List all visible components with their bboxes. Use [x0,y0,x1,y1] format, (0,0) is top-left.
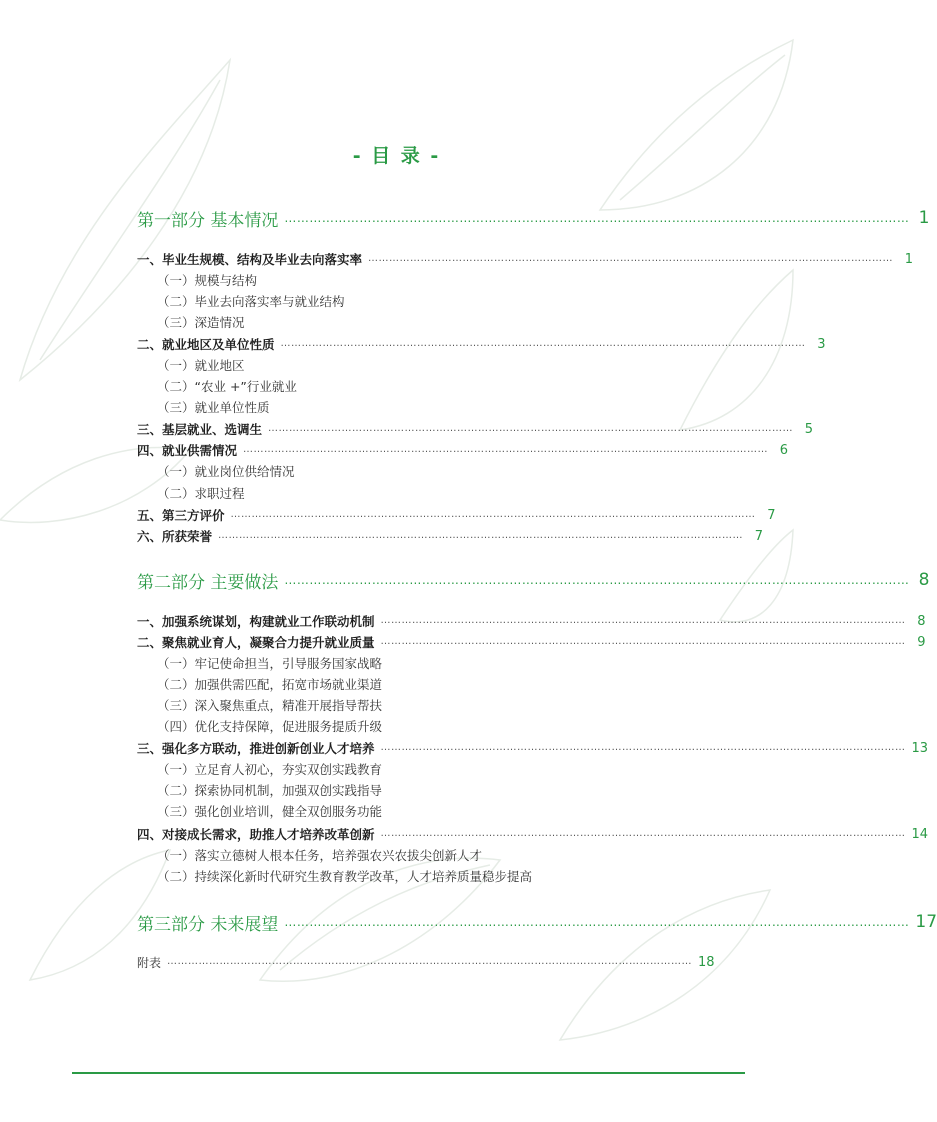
toc-subsection[interactable]: （二）加强供需匹配，拓宽市场就业渠道 [157,677,383,692]
toc-section-label: 四、对接成长需求，助推人才培养改革创新 [137,827,375,842]
toc-title: - 目 录 - [352,145,441,167]
toc-part-2[interactable] [137,567,930,593]
toc-section-label: 一、毕业生规模、结构及毕业去向落实率 [137,252,363,267]
toc-section-label: 二、聚焦就业育人，凝聚合力提升就业质量 [137,635,375,650]
toc-subsection[interactable]: （一）就业地区 [157,358,245,373]
toc-subsection[interactable]: （三）就业单位性质 [157,400,270,415]
toc-section[interactable] [137,632,926,652]
toc-leader-dots: …………………………………………………………………………………………………………………………………… [368,253,894,264]
toc-part-label: 第一部分 基本情况 [137,210,279,231]
toc-subsection[interactable]: （一）规模与结构 [157,273,258,288]
toc-section-label: 一、加强系统谋划，构建就业工作联动机制 [137,614,375,629]
toc-leader-dots: …………………………………………………………………………………………………………………………………… [268,423,794,434]
toc-page-number: 3 [817,336,826,352]
toc-leader-dots: …………………………………………………………………………………………………………………………………… [380,828,906,839]
toc-page-number: 1 [918,208,930,228]
toc-leader-dots: …………………………………………………………………………………………………………………………………… [167,956,693,967]
toc-page-number: 1 [904,251,914,267]
toc-leader-dots: …………………………………………………………………………………………………………………………………… [284,211,910,225]
toc-page-number: 13 [911,740,929,756]
toc-subsection[interactable]: （一）就业岗位供给情况 [157,464,295,479]
toc-part-1[interactable] [137,205,930,231]
toc-section[interactable] [137,419,814,439]
toc-appendix-label: 附表 [137,955,162,970]
toc-leader-dots: …………………………………………………………………………………………………………………………………… [284,915,910,929]
toc-section[interactable] [137,611,926,631]
toc-section-label: 六、所获荣誉 [137,529,213,544]
toc-section[interactable] [137,440,789,460]
toc-section-label: 五、第三方评价 [137,508,225,523]
toc-leader-dots: …………………………………………………………………………………………………………………………………… [284,573,910,587]
toc-subsection[interactable]: （一）立足育人初心，夯实双创实践教育 [157,762,383,777]
toc-leader-dots: …………………………………………………………………………………………………………………………………… [380,742,906,753]
toc-section[interactable] [137,505,776,525]
toc-subsection[interactable]: （二）“农业 +”行业就业 [157,379,297,394]
toc-section-label: 二、就业地区及单位性质 [137,337,275,352]
toc-subsection[interactable]: （一）落实立德树人根本任务，培养强农兴农拔尖创新人才 [157,848,483,863]
toc-page-number: 18 [698,954,715,970]
toc-section-label: 三、强化多方联动，推进创新创业人才培养 [137,741,375,756]
toc-page-number: 7 [754,528,764,544]
toc-section-label: 四、就业供需情况 [137,443,238,458]
toc-appendix[interactable] [137,952,715,972]
footer-divider [72,1072,745,1074]
toc-page-number: 5 [804,421,814,437]
toc-section[interactable] [137,249,914,269]
toc-subsection[interactable]: （二）探索协同机制，加强双创实践指导 [157,783,383,798]
toc-leader-dots: …………………………………………………………………………………………………………………………………… [218,530,744,541]
toc-part-label: 第二部分 主要做法 [137,572,279,593]
toc-page-number: 17 [915,912,937,932]
toc-page-number: 7 [767,507,776,523]
toc-subsection[interactable]: （四）优化支持保障，促进服务提质升级 [157,719,383,734]
toc-page-number: 14 [911,826,929,842]
toc-leader-dots: …………………………………………………………………………………………………………………………………… [280,338,806,349]
toc-page-number: 9 [917,634,926,650]
toc-subsection[interactable]: （三）深造情况 [157,315,245,330]
toc-page-number: 8 [917,613,926,629]
toc-section[interactable] [137,738,929,758]
toc-section-label: 三、基层就业、选调生 [137,422,263,437]
toc-subsection[interactable]: （二）毕业去向落实率与就业结构 [157,294,345,309]
toc-section[interactable] [137,526,764,546]
toc-part-3[interactable] [137,909,937,935]
toc-leader-dots: …………………………………………………………………………………………………………………………………… [380,636,906,647]
toc-leader-dots: …………………………………………………………………………………………………………………………………… [243,444,769,455]
toc-leader-dots: …………………………………………………………………………………………………………………………………… [230,509,756,520]
toc-leader-dots: …………………………………………………………………………………………………………………………………… [380,615,906,626]
toc-section[interactable] [137,824,929,844]
toc-page-number: 8 [918,570,930,590]
toc-subsection[interactable]: （三）强化创业培训，健全双创服务功能 [157,804,383,819]
toc-subsection[interactable]: （一）牢记使命担当，引导服务国家战略 [157,656,383,671]
toc-page-number: 6 [779,442,789,458]
toc-subsection[interactable]: （三）深入聚焦重点，精准开展指导帮扶 [157,698,383,713]
toc-subsection[interactable]: （二）求职过程 [157,486,245,501]
toc-subsection[interactable]: （二）持续深化新时代研究生教育教学改革，人才培养质量稳步提高 [157,869,533,884]
toc-part-label: 第三部分 未来展望 [137,914,279,935]
toc-section[interactable] [137,334,826,354]
